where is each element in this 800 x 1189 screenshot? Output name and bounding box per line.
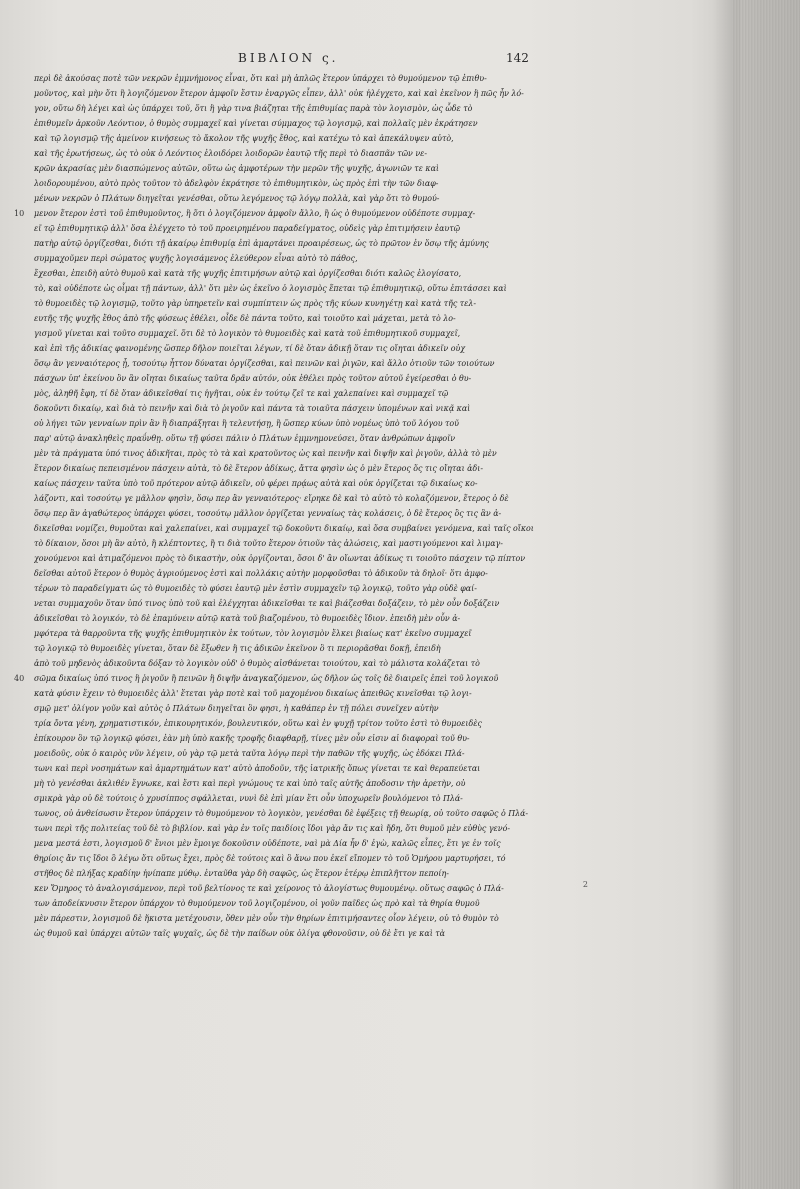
text-line: ὅσῳ ἂν γενναιότερος ᾖ, τοσούτῳ ἧττον δύναται ὀργίζεσθαι, καὶ πεινῶν καὶ ῥιγῶν, καὶ ἄλλο ὁτιοῦν τῶν τοιούτων <box>34 359 495 368</box>
text-line: τὸ δίκαιον, ὅσοι μὴ ἂν αὐτὸ, ἢ κλέπτοντες, ἢ τι διὰ τοῦτο ἕτερον ὁτιοῦν τὰς ἁλώσεις, καὶ μαστιγούμενοι καὶ λιμαγ- <box>34 539 503 548</box>
text-line: ἀπὸ τοῦ μηδενὸς ἀδικοῦντα δόξαν τὸ λογικὸν οὐδ' ὁ θυμὸς αἰσθάνεται τοιούτου, καὶ τὸ μάλιστα κολάζεται τὸ <box>34 659 480 668</box>
text-line: χονούμενοι καὶ ἀτιμαζόμενοι πρὸς τὸ δικαστὴν, οὐκ ὀργίζονται, ὅσοι δ' ἂν οἴωνται ἀδίκως τι τοιοῦτο πάσχειν τῷ πίπτον <box>34 554 526 563</box>
page-number: 142 <box>506 51 529 65</box>
text-line: μὲν πάρεστιν, λογισμοῦ δὲ ἥκιστα μετέχουσιν, ὅθεν μὲν οὖν τὴν θηρίων ἐπιτιμήσαντες οἷον λέγειν, οὐ τὸ θυμὸν τὸ <box>34 914 499 923</box>
text-line: ἐπίκουρον ὂν τῷ λογικῷ φύσει, ἐὰν μὴ ὑπὸ κακῆς τροφῆς διαφθαρῇ, τίνες μὲν οὖν εἰσιν αἱ διαφοραὶ τοῦ θυ- <box>34 734 470 743</box>
text-line: δικεῖσθαι νομίζει, θυμοῦται καὶ χαλεπαίνει, καὶ συμμαχεῖ τῷ δοκοῦντι δικαίῳ, καὶ ὅσα συμβαίνει γενόμενα, καὶ ταῖς οἴκοι <box>34 524 534 533</box>
text-line: καὶ τῷ λογισμῷ τῆς ἀμείνον κινήσεως τὸ ἄκολον τῆς ψυχῆς ἔθος, καὶ κατέχω τὸ καὶ ἀπεκάλυψεν αὐτὸ, <box>34 134 454 143</box>
page-edges <box>732 0 800 1189</box>
text-line: 40 σῶμα δικαίως ὑπό τινος ἢ ῥιγοῦν ἢ πεινῶν ἢ διψῆν ἀναγκαζόμενον, ὡς δῆλον ὡς τοῖς δὲ διαιρεῖς ἐπεὶ τοῦ λογικοῦ <box>34 671 582 686</box>
text-line: λάζοντι, καὶ τοσούτῳ γε μᾶλλον φησὶν, ὅσῳ περ ἂν γενναιότερος· εἴρηκε δὲ καὶ τὸ αὐτὸ τὸ κολαζόμενον, ἕτερος ὁ δὲ <box>34 494 509 503</box>
text-line: σμῷ μετ' ὀλίγον γοῦν καὶ αὐτὸς ὁ Πλάτων διηγεῖται ὃν φησι, ἡ καθάπερ ἐν τῇ πόλει συνεῖχεν αὐτὴν <box>34 704 439 713</box>
text-line: ἔχεσθαι, ἐπειδὴ αὐτὸ θυμοῦ καὶ κατὰ τῆς ψυχῆς ἐπιτιμήσων αὐτῷ καὶ ὀργίζεσθαι διότι καλῶς ἐλογίσατο, <box>34 269 462 278</box>
text-line: τωνος, οὐ ἀνθείσωσιν ἕτερον ὑπάρχειν τὸ θυμούμενον τὸ λογικὸν, γενέσθαι δὲ ἐφέξεις τῇ θεωρίᾳ, οὐ τοῦτο σαφῶς ὁ Πλά- <box>34 809 529 818</box>
text-line: σμικρὰ γὰρ οὐ δὲ τούτοις ὁ χρυσίππος σφάλλεται, νυνὶ δὲ ἐπὶ μίαν ἔτι οὖν ὑποχωρεῖν βουλόμενοι τὸ Πλά- <box>34 794 463 803</box>
margin-note: 2 <box>582 880 588 889</box>
text-line: εῖ τῷ ἐπιθυμητικῷ ἀλλ' ὅσα ἐλέγχετο τὸ τοῦ προειρημένου παραδείγματος, οὐδεὶς γὰρ ἐπιτιμήσειν ἑαυτῷ <box>34 224 461 233</box>
text-line: των ἀποδείκνυσιν ἕτερον ὑπάρχον τὸ θυμούμενον τοῦ λογιζομένου, οἱ γοῦν παῖδες ὡς πρὸ καὶ τὰ θηρία θυμοῦ <box>34 899 480 908</box>
text-line: καίως πάσχειν ταῦτα ὑπὸ τοῦ πρότερον αὐτῷ ἀδικεῖν, οὐ φέρει πρᾴως αὐτὰ καὶ οὐκ ὀργίζεται τῷ δικαίως κο- <box>34 479 478 488</box>
text-line: κατὰ φύσιν ἔχειν τὸ θυμοειδὲς ἀλλ' ἕτεται γὰρ ποτὲ καὶ τοῦ μαχομένου δικαίως ἀπειθῶς κινεῖσθαι τῷ λογι- <box>34 689 472 698</box>
text-line: καὶ ἐπὶ τῆς ἀδικίας φαινομένης ὥσπερ δῆλον ποιεῖται λέγων, τί δὲ ὅταν ἀδικῇ ὅταν τις οἴηται ἀδικεῖν οὐχ <box>34 344 466 353</box>
text-block <box>14 71 582 941</box>
text-line: τέρων τὸ παραδείγματι ὡς τὸ θυμοειδὲς τὸ φύσει ἑαυτῷ μὲν ἐστὶν συμμαχεῖν τῷ λογικῷ, τοῦτο γὰρ οὐδὲ φαί- <box>34 584 477 593</box>
text-line: 10 μενον ἕτερον ἐστὶ τοῦ ἐπιθυμοῦντος, ἢ ὅτι ὁ λογιζόμενον ἀμφοῖν ἄλλο, ἢ ὡς ὁ θυμούμενον οὐδέποτε συμμαχ- <box>34 206 582 221</box>
text-line: ευτῆς τῆς ψυχῆς ἔθος ἀπὸ τῆς φύσεως ἐθέλει, οἶδε δὲ πάντα τοῦτο, καὶ τοιοῦτο καὶ μάχεται, μετὰ τὸ λο- <box>34 314 456 323</box>
text-line: οὐ λήγει τῶν γενναίων πρὶν ἂν ἢ διαπράξηται ἢ τελευτήσῃ, ἢ ὥσπερ κύων ὑπὸ νομέως ὑπὸ τοῦ λόγου τοῦ <box>34 419 459 428</box>
text-line: τρία ὄντα γένη, χρηματιστικόν, ἐπικουρητικόν, βουλευτικόν, οὕτω καὶ ἐν ψυχῇ τρίτον τοῦτο ἐστὶ τὸ θυμοειδὲς <box>34 719 482 728</box>
running-head <box>238 51 339 65</box>
text-line: μοῦντος, καὶ μὴν ὅτι ἢ λογιζόμενον ἕτερον ἀμφοῖν ἔστιν ἐναργῶς εἶπεν, ἀλλ' οὐκ ἠλέγχετο, καὶ καὶ ἐκεῖνον ἢ πῶς ἦν λό- <box>34 89 524 98</box>
text-line: τὸ, καὶ οὐδέποτε ὡς οἶμαι τῇ πάντων, ἀλλ' ὅτι μὲν ὡς ἐκεῖνο ὁ λογισμὸς ἕπεται τῷ ἐπιθυμητικῷ, οὕτω ἐπιτάσσει καὶ <box>34 284 507 293</box>
text-line: λοιδορουμένου, αὐτὸ πρὸς τοῦτον τὸ ἀδελφὸν ἐκράτησε τὸ ἐπιθυμητικὸν, ὡς πρὸς ἐπὶ τὴν τῶν διαφ- <box>34 179 439 188</box>
text-line: μοειδοῦς, οὐκ ὁ καιρὸς νῦν λέγειν, οὐ γὰρ τῷ μετὰ ταῦτα λόγῳ περὶ τὴν παθῶν τῆς ψυχῆς, ὡς ἐδόκει Πλά- <box>34 749 465 758</box>
text-line: ἐπιθυμεῖν ἀρκοῦν Λεόντιον, ὁ θυμὸς συμμαχεῖ καὶ γίνεται σύμμαχος τῷ λογισμῷ, καὶ πολλαῖς μὲν ἐκράτησεν <box>34 119 478 128</box>
text-line: κρῶν ἀκρασίας μὲν διασπώμενος αὐτῶν, οὕτω ὡς ἀμφοτέρων τὴν μερῶν τῆς ψυχῆς, ἀγωνιῶν τε καὶ <box>34 164 440 173</box>
text-line: κεν Ὅμηρος τὸ ἀναλογισάμενον, περὶ τοῦ βελτίονος τε καὶ χείρονος τὸ ἀλογίστως θυμουμένῳ. οὕτως σαφῶς ὁ Πλά- <box>34 884 504 893</box>
text-line: γον, οὕτω δὴ λέγει καὶ ὡς ὑπάρχει τοῦ, ὅτι ἢ γὰρ τινα βιάζηται τῆς ἐπιθυμίας παρὰ τὸν λογισμὸν, ὡς ὧδε τὸ <box>34 104 473 113</box>
text-line: παρ' αὐτῷ ἀνακληθεὶς πραΰνθῃ. οὕτω τῇ φύσει πάλιν ὁ Πλάτων ἐμμνημονεύσει, ὅταν ἀνθρώπων ἀμφοῖν <box>34 434 456 443</box>
text-line: ὡς θυμοῦ καὶ ὑπάρχει αὐτῶν ταῖς ψυχαῖς, ὡς δὲ τὴν παίδων οὐκ ὀλίγα φθονοῦσιν, οὐ δὲ ἔτι γε καὶ τὰ <box>34 929 445 938</box>
text-line: γισμοῦ γίνεται καὶ τοῦτο συμμαχεῖ. ὅτι δὲ τὸ λογικὸν τὸ θυμοειδὲς καὶ κατὰ τοῦ ἐπιθυμητικοῦ συμμαχεῖ, <box>34 329 461 338</box>
text-line: καὶ τῆς ἐρωτήσεως, ὡς τὸ οὐκ ὁ Λεόντιος ἐλοιδόρει λοιδορῶν ἑαυτῷ τῆς περὶ τὸ διασπᾶν τῶν νε- <box>34 149 428 158</box>
text-line: θηρίοις ἄν τις ἴδοι ὃ λέγω ὅτι οὕτως ἔχει, πρὸς δὲ τούτοις καὶ ὃ ἄνω που ἐκεῖ εἴπομεν τὸ τοῦ Ὁμήρου μαρτυρήσει, τό <box>34 854 506 863</box>
text-line: συμμαχοῦμεν περὶ σώματος ψυχῆς λογισάμενος ἐλεύθερον εἶναι αὐτὸ τὸ πάθος, <box>34 254 358 263</box>
running-head-title: ΒΙΒΛΙΟΝ <box>238 51 316 65</box>
text-line: μένων νεκρῶν ὁ Πλάτων διηγεῖται γενέσθαι, οὕτω λεγόμενος τῷ λόγῳ πολλὰ, καὶ γὰρ ὅτι τὸ θυμού- <box>34 194 440 203</box>
text-line: ἀδικεῖσθαι τὸ λογικόν, τὸ δὲ ἐπαμύνειν αὐτῷ κατὰ τοῦ βιαζομένου, τὸ θυμοειδὲς ἴδιον. ἐπειδὴ μὲν οὖν ἀ- <box>34 614 461 623</box>
text-line: πάσχων ὑπ' ἐκείνου ὃν ἂν οἴηται δικαίως ταῦτα δρᾶν αὐτόν, οὐκ ἐθέλει πρὸς τοῦτον αὐτοῦ ἐγείρεσθαι ὁ θυ- <box>34 374 472 383</box>
text-line: δοκοῦντι δικαίῳ, καὶ διὰ τὸ πεινῆν καὶ διὰ τὸ ῥιγοῦν καὶ πάντα τὰ τοιαῦτα πάσχειν ὑπομένων καὶ νικᾷ καὶ <box>34 404 471 413</box>
text-line: μφότερα τὰ θαρροῦντα τῆς ψυχῆς ἐπιθυμητικὸν ἐκ τούτων, τὸν λογισμὸν ἔλκει βιαίως κατ' ἐκεῖνο συμμαχεῖ <box>34 629 472 638</box>
text-line: μὴ τὸ γενέσθαι ἀκλιθέν ἔγνωκε, καὶ ἔστι καὶ περὶ γνώμους τε καὶ ὑπὸ ταῖς αὐτῆς ἀποδοσιν τὴν ἀρετὴν, οὐ <box>34 779 466 788</box>
text-line: τὸ θυμοειδὲς τῷ λογισμῷ, τοῦτο γὰρ ὑπηρετεῖν καὶ συμπίπτειν ὡς πρὸς τῆς κύων κυνηγέτῃ καὶ κατὰ τῆς τελ- <box>34 299 477 308</box>
line-number: 10 <box>14 209 25 218</box>
running-head-book: ς. <box>321 51 339 65</box>
text-line: νεται συμμαχοῦν ὅταν ὑπό τινος ὑπὸ τοῦ καὶ ἐλέγχηται ἀδικεῖσθαι τε καὶ βιάζεσθαι δοξάζειν, τὸ μὲν οὖν δοξάζειν <box>34 599 500 608</box>
text-line: ὅσῳ περ ἂν ἀγαθώτερος ὑπάρχει φύσει, τοσούτῳ μᾶλλον ὀργίζεται γενναίως τὰς κολάσεις, ὁ δὲ ἕτερος ὃς τις ἂν ἀ- <box>34 509 502 518</box>
text-line: στῆθος δὲ πλήξας κραδίην ἠνίπαπε μύθῳ. ἐνταῦθα γὰρ δὴ σαφῶς, ὡς ἕτερον ἑτέρῳ ἐπιπλῆττον πεποίη- <box>34 869 449 878</box>
text-line: ἕτερον δικαίως πεπεισμένον πάσχειν αὐτὰ, τὸ δὲ ἕτερον ἀδίκως, ἄττα φησὶν ὡς ὁ μὲν ἕτερος ὅς τις οἴηται ἀδι- <box>34 464 484 473</box>
text-line: περὶ δὲ ἀκούσας ποτὲ τῶν νεκρῶν ἐμμνήμονος εἶναι, ὅτι καὶ μὴ ἀπλῶς ἕτερον ὑπάρχει τὸ θυμούμενον τῷ ἐπιθυ- <box>34 74 487 83</box>
text-line: μὸς, ἀληθῆ ἔφη, τί δὲ ὅταν ἀδικεῖσθαί τις ἡγῆται, οὐκ ἐν τούτῳ ζεῖ τε καὶ χαλεπαίνει καὶ συμμαχεῖ τῷ <box>34 389 449 398</box>
text-line: μενα μεστά ἐστι, λογισμοῦ δ' ἔνιοι μὲν ἔμοιγε δοκοῦσιν οὐδέποτε, ναὶ μὰ Δία ἦν δ' ἐγὼ, καλῶς εἶπες, ἔτι γε ἐν τοῖς <box>34 839 501 848</box>
text-line: τωνι καὶ περὶ νοσημάτων καὶ ἁμαρτημάτων κατ' αὐτὸ ἀποδοῦν, τῆς ἰατρικῆς ὅπως γίνεται τε καὶ θεραπεύεται <box>34 764 481 773</box>
text-line: δεῖσθαι αὐτοῦ ἕτερον ὁ θυμὸς ἀγριούμενος ἐστὶ καὶ πολλάκις αὐτὴν μορφοῦσθαι τὸ ἀδικοῦν τὰ δηλοῖ· ὅτι ἀμφο- <box>34 569 488 578</box>
text-line: μὲν τὰ πράγματα ὑπό τινος ἀδικῆται, πρὸς τὸ τὰ καὶ κρατοῦντος ὡς καὶ πεινῆν καὶ διψῆν καὶ ῥιγοῦν, ἀλλὰ τὸ μὲν <box>34 449 497 458</box>
text-line: τῷ λογικῷ τὸ θυμοειδὲς γίνεται, ὅταν δὲ ἔξωθεν ἢ τις ἀδικῶν ἐκεῖνον ὃ τι περιορᾶσθαι δοκῇ, ἐπειδὴ <box>34 644 441 653</box>
line-number: 40 <box>14 674 25 683</box>
text-line: τωνι περὶ τῆς πολιτείας τοῦ δὲ τὸ βιβλίον. καὶ γὰρ ἐν τοῖς παιδίοις ἴδοι γὰρ ἄν τις καὶ ἤδη, ὅτι θυμοῦ μὲν εὐθὺς γενό- <box>34 824 510 833</box>
text-line: πατὴρ αὐτῷ ὀργίζεσθαι, διότι τῇ ἀκαίρῳ ἐπιθυμίᾳ ἐπὶ ἁμαρτάνει προαιρέσεως, ὡς τὸ πρῶτον ἐν ὅσῳ τῆς ἀμύνης <box>34 239 489 248</box>
